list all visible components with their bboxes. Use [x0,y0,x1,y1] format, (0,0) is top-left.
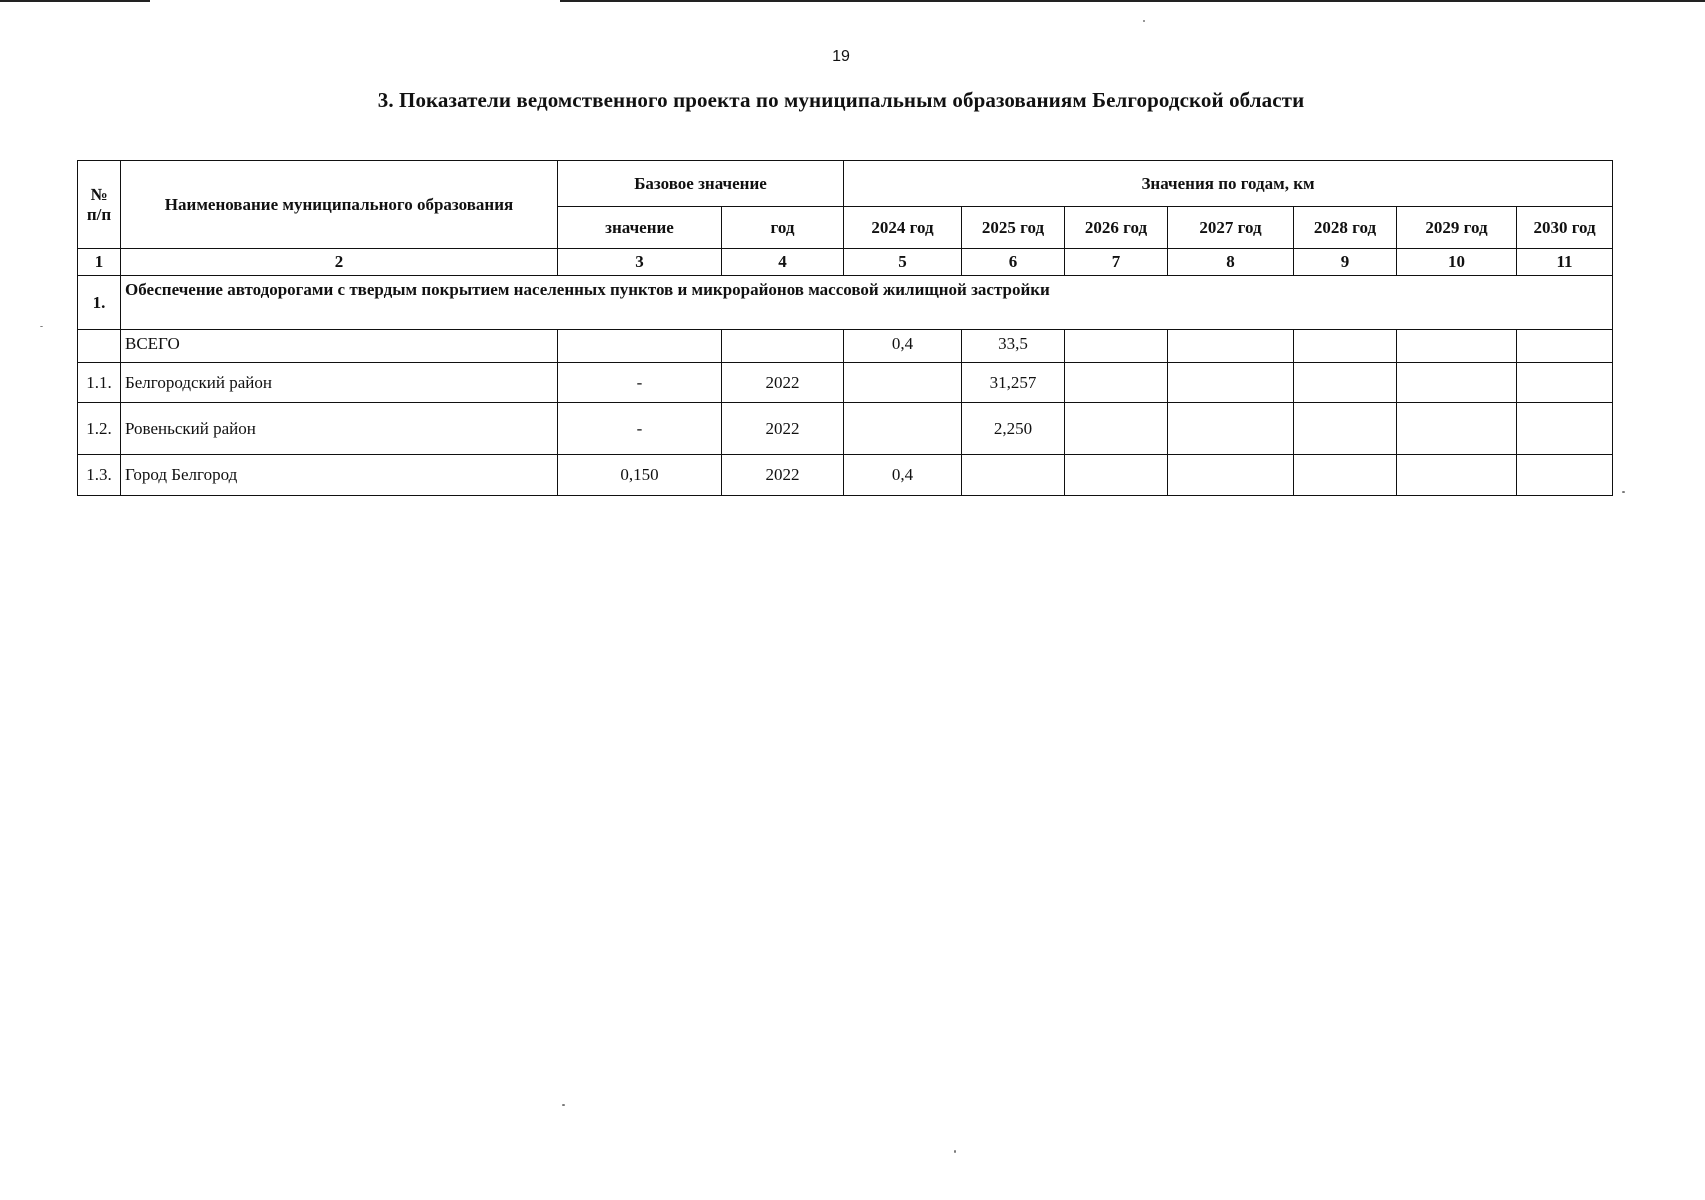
row-base-value: - [558,363,722,403]
row-base-year: 2022 [722,455,844,496]
table-row-total [78,330,1613,363]
scan-speck [1143,20,1145,22]
scan-speck [562,1104,565,1106]
header-years-group: Значения по годам, км [844,161,1613,207]
table-row [78,455,1613,496]
scan-speck [40,326,43,327]
row-year-value [1397,330,1517,363]
row-name: Белгородский район [121,363,558,403]
column-number: 9 [1294,249,1397,276]
row-year-value [1397,455,1517,496]
row-year-value: 0,4 [844,330,962,363]
column-number: 11 [1517,249,1613,276]
header-base-value: значение [558,207,722,249]
row-year-value [1065,363,1168,403]
row-year-value [1517,363,1613,403]
row-name: Ровеньский район [121,403,558,455]
header-year-2029: 2029 год [1397,207,1517,249]
row-year-value [844,403,962,455]
row-year-value [1065,403,1168,455]
row-base-value: 0,150 [558,455,722,496]
column-number: 5 [844,249,962,276]
header-year-2028: 2028 год [1294,207,1397,249]
column-number: 1 [78,249,121,276]
row-year-value: 31,257 [962,363,1065,403]
section-title: Обеспечение автодорогами с твердым покрытием населенных пунктов и микрорайонов массовой жилищной застройки [121,276,1613,330]
row-name: ВСЕГО [121,330,558,363]
row-year-value [1517,455,1613,496]
column-number: 7 [1065,249,1168,276]
row-year-value [1168,403,1294,455]
column-number: 2 [121,249,558,276]
header-base-year: год [722,207,844,249]
indicators-table [77,160,1613,496]
header-num-col: № п/п [78,161,121,249]
row-num: 1.3. [78,455,121,496]
column-number: 8 [1168,249,1294,276]
row-year-value [1517,403,1613,455]
column-number: 3 [558,249,722,276]
row-year-value [1294,330,1397,363]
header-year-2024: 2024 год [844,207,962,249]
row-num [78,330,121,363]
row-base-year [722,330,844,363]
header-name-col: Наименование муниципального образования [121,161,558,249]
column-number: 6 [962,249,1065,276]
scan-speck [1622,491,1625,493]
header-year-2025: 2025 год [962,207,1065,249]
row-name: Город Белгород [121,455,558,496]
row-year-value [1065,455,1168,496]
column-number: 4 [722,249,844,276]
header-year-2026: 2026 год [1065,207,1168,249]
document-title: 3. Показатели ведомственного проекта по муниципальным образованиям Белгородской области [377,88,1305,112]
header-row-1 [78,161,1613,207]
row-year-value [1294,363,1397,403]
header-year-2027: 2027 год [1168,207,1294,249]
header-year-2030: 2030 год [1517,207,1613,249]
row-year-value [1168,363,1294,403]
row-num: 1.2. [78,403,121,455]
row-year-value [962,455,1065,496]
row-year-value: 0,4 [844,455,962,496]
row-year-value [1397,403,1517,455]
page-number: 19 [832,48,850,65]
row-year-value [1397,363,1517,403]
row-year-value [1294,403,1397,455]
row-year-value [844,363,962,403]
row-base-year: 2022 [722,363,844,403]
row-num: 1.1. [78,363,121,403]
row-year-value [1065,330,1168,363]
section-number: 1. [78,276,121,330]
row-year-value [1168,330,1294,363]
section-row [78,276,1613,330]
scan-top-edge [0,0,1705,3]
column-number: 10 [1397,249,1517,276]
row-year-value [1294,455,1397,496]
scan-speck [954,1150,956,1153]
row-year-value: 33,5 [962,330,1065,363]
row-year-value [1168,455,1294,496]
column-numbers-row [78,249,1613,276]
table-row [78,363,1613,403]
table-row [78,403,1613,455]
row-base-value [558,330,722,363]
row-base-value: - [558,403,722,455]
header-base-group: Базовое значение [558,161,844,207]
row-year-value [1517,330,1613,363]
row-year-value: 2,250 [962,403,1065,455]
row-base-year: 2022 [722,403,844,455]
